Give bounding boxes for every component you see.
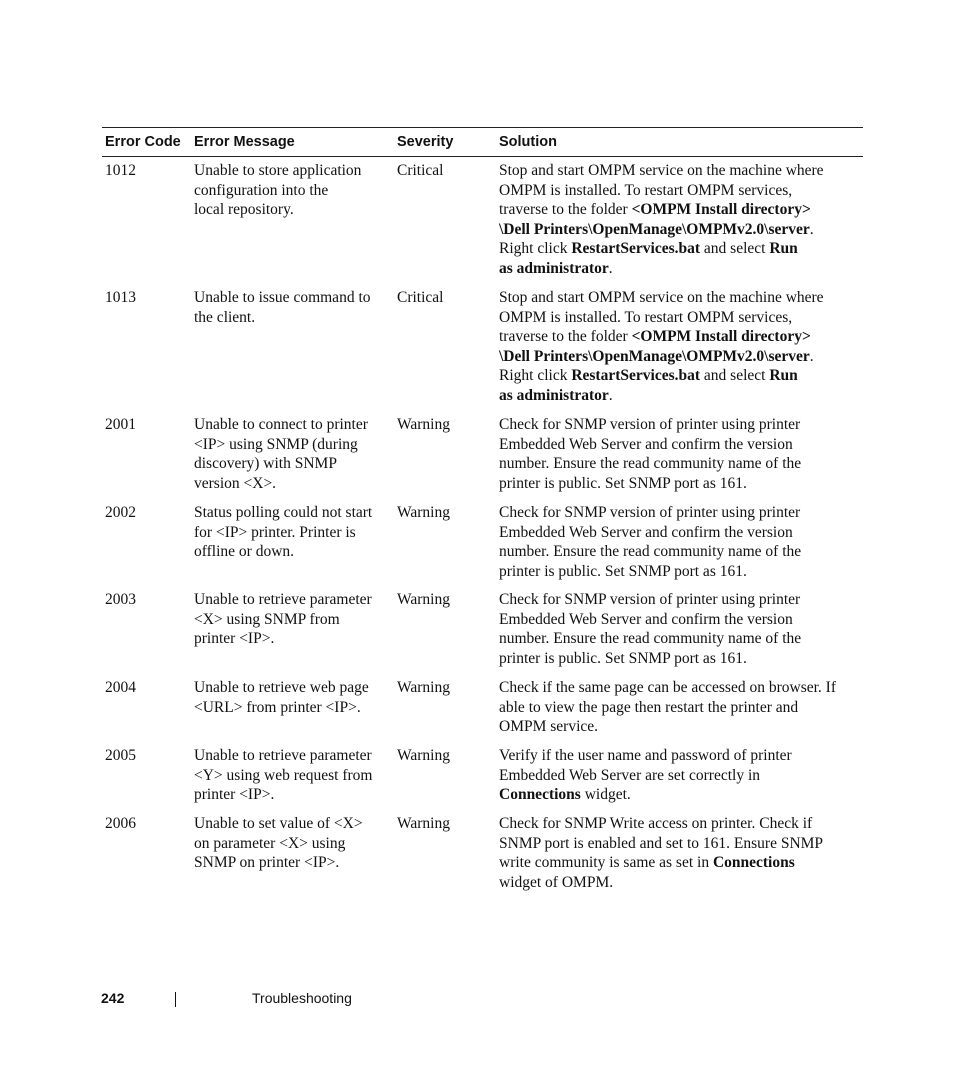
- solution-line: [499, 474, 863, 494]
- solution-text: Embedded Web Server and confirm the version: [499, 435, 793, 453]
- error-message-cell: [194, 415, 397, 493]
- solution-text: Right click: [499, 240, 572, 258]
- bold-term: \Dell Printers\OpenManage\OMPMv2.0\server: [499, 220, 810, 238]
- solution-cell: [499, 161, 863, 279]
- solution-cell: [499, 678, 863, 737]
- message-line: printer <IP>.: [194, 786, 275, 804]
- solution-line: [499, 649, 863, 669]
- section-title: Troubleshooting: [252, 990, 352, 1006]
- solution-cell: [499, 415, 863, 493]
- solution-text: printer is public. Set SNMP port as 161.: [499, 474, 747, 492]
- solution-line: [499, 200, 863, 220]
- solution-text: traverse to the folder: [499, 201, 632, 219]
- message-line: discovery) with SNMP: [194, 455, 337, 473]
- bold-term: Connections: [499, 786, 581, 804]
- solution-line: [499, 259, 863, 279]
- table-row: [102, 814, 863, 892]
- error-code-cell: 1012: [105, 162, 136, 179]
- error-message-cell: [194, 746, 397, 805]
- bold-term: \Dell Printers\OpenManage\OMPMv2.0\server: [499, 347, 810, 365]
- solution-text: number. Ensure the read community name of the: [499, 543, 802, 561]
- solution-text: write community is same as set in: [499, 854, 713, 872]
- message-line: Unable to store application: [194, 162, 362, 179]
- severity-cell: Warning: [397, 747, 450, 764]
- solution-line: [499, 308, 863, 328]
- bold-term: <OMPM Install directory>: [631, 201, 811, 219]
- solution-line: [499, 347, 863, 367]
- header-solution: Solution: [499, 134, 557, 150]
- solution-line: [499, 415, 863, 435]
- header-severity: Severity: [397, 134, 454, 150]
- message-line: <IP> using SNMP (during: [194, 435, 358, 453]
- solution-text: Check for SNMP version of printer using printer: [499, 416, 801, 433]
- solution-text: printer is public. Set SNMP port as 161.: [499, 562, 747, 580]
- severity-cell: Warning: [397, 591, 450, 608]
- solution-line: [499, 814, 863, 834]
- solution-text: printer is public. Set SNMP port as 161.: [499, 649, 747, 667]
- solution-line: [499, 629, 863, 649]
- message-line: the client.: [194, 308, 256, 326]
- message-line: version <X>.: [194, 474, 277, 492]
- solution-cell: [499, 590, 863, 668]
- solution-cell: [499, 288, 863, 406]
- table-row: [102, 288, 863, 406]
- table-row: [102, 161, 863, 279]
- solution-text: .: [809, 347, 814, 365]
- message-line: Unable to issue command to: [194, 289, 371, 306]
- error-message-cell: [194, 161, 397, 279]
- error-code-cell: 2003: [105, 591, 136, 608]
- solution-line: [499, 327, 863, 347]
- error-message-cell: [194, 503, 397, 581]
- solution-text: able to view the page then restart the printer and: [499, 698, 799, 716]
- bold-term: as administrator: [499, 386, 609, 404]
- solution-text: Check if the same page can be accessed on browser. If: [499, 679, 836, 696]
- solution-cell: [499, 746, 863, 805]
- error-message-cell: [194, 590, 397, 668]
- header-error-message: Error Message: [194, 134, 295, 150]
- solution-text: Stop and start OMPM service on the machine where: [499, 289, 824, 306]
- table-row: [102, 746, 863, 805]
- solution-text: number. Ensure the read community name of the: [499, 455, 802, 473]
- message-line: Unable to retrieve parameter: [194, 747, 372, 764]
- solution-text: Embedded Web Server and confirm the version: [499, 523, 793, 541]
- solution-cell: [499, 503, 863, 581]
- bold-term: RestartServices.bat: [571, 240, 701, 258]
- solution-line: [499, 366, 863, 386]
- solution-text: .: [608, 259, 613, 277]
- message-line: for <IP> printer. Printer is: [194, 523, 356, 541]
- page-footer: [0, 990, 954, 1010]
- footer-separator: [175, 992, 176, 1007]
- solution-text: and select: [700, 367, 770, 385]
- solution-line: [499, 610, 863, 630]
- header-error-code: Error Code: [105, 134, 181, 150]
- message-line: Unable to retrieve web page: [194, 679, 369, 696]
- error-code-cell: 2006: [105, 815, 136, 832]
- solution-line: [499, 161, 863, 181]
- solution-line: [499, 785, 863, 805]
- solution-line: [499, 766, 863, 786]
- message-line: printer <IP>.: [194, 630, 275, 648]
- solution-line: [499, 435, 863, 455]
- error-code-cell: 2001: [105, 416, 136, 433]
- message-line: local repository.: [194, 201, 294, 219]
- solution-text: Right click: [499, 367, 572, 385]
- solution-line: [499, 220, 863, 240]
- table-header-row: [102, 128, 863, 157]
- solution-text: and select: [700, 240, 770, 258]
- message-line: offline or down.: [194, 543, 295, 561]
- solution-text: OMPM is installed. To restart OMPM services,: [499, 181, 793, 199]
- solution-text: OMPM is installed. To restart OMPM services,: [499, 308, 793, 326]
- solution-line: [499, 523, 863, 543]
- solution-text: number. Ensure the read community name of the: [499, 630, 802, 648]
- bold-term: Run: [769, 240, 798, 258]
- message-line: Unable to set value of <X>: [194, 815, 363, 832]
- solution-line: [499, 503, 863, 523]
- message-line: Status polling could not start: [194, 504, 373, 521]
- solution-line: [499, 542, 863, 562]
- solution-line: [499, 698, 863, 718]
- message-line: <X> using SNMP from: [194, 610, 340, 628]
- message-line: configuration into the: [194, 181, 329, 199]
- solution-line: [499, 746, 863, 766]
- solution-line: [499, 239, 863, 259]
- error-code-cell: 1013: [105, 289, 136, 306]
- severity-cell: Critical: [397, 289, 444, 306]
- message-line: on parameter <X> using: [194, 834, 346, 852]
- solution-text: Stop and start OMPM service on the machine where: [499, 162, 824, 179]
- table-row: [102, 503, 863, 581]
- solution-text: widget of OMPM.: [499, 873, 614, 891]
- solution-text: OMPM service.: [499, 718, 599, 736]
- solution-text: widget.: [580, 786, 631, 804]
- error-code-table: [102, 127, 863, 891]
- error-message-cell: [194, 814, 397, 892]
- solution-text: Check for SNMP Write access on printer. Check if: [499, 815, 813, 832]
- solution-text: .: [608, 386, 613, 404]
- solution-line: [499, 834, 863, 854]
- error-message-cell: [194, 678, 397, 737]
- error-code-cell: 2002: [105, 504, 136, 521]
- bold-term: Run: [769, 367, 798, 385]
- message-line: <Y> using web request from: [194, 766, 373, 784]
- message-line: SNMP on printer <IP>.: [194, 854, 340, 872]
- message-line: <URL> from printer <IP>.: [194, 698, 361, 716]
- solution-line: [499, 873, 863, 893]
- solution-text: Embedded Web Server are set correctly in: [499, 766, 760, 784]
- error-code-cell: 2004: [105, 679, 136, 696]
- solution-text: Verify if the user name and password of printer: [499, 747, 792, 764]
- bold-term: <OMPM Install directory>: [631, 328, 811, 346]
- message-line: Unable to retrieve parameter: [194, 591, 372, 608]
- solution-line: [499, 288, 863, 308]
- solution-line: [499, 386, 863, 406]
- table-row: [102, 415, 863, 493]
- solution-text: SNMP port is enabled and set to 161. Ensure SNMP: [499, 834, 824, 852]
- severity-cell: Warning: [397, 504, 450, 521]
- severity-cell: Warning: [397, 815, 450, 832]
- solution-line: [499, 590, 863, 610]
- error-message-cell: [194, 288, 397, 406]
- solution-cell: [499, 814, 863, 892]
- severity-cell: Warning: [397, 679, 450, 696]
- error-code-cell: 2005: [105, 747, 136, 764]
- solution-text: Embedded Web Server and confirm the version: [499, 610, 793, 628]
- solution-text: Check for SNMP version of printer using printer: [499, 504, 801, 521]
- bold-term: Connections: [712, 854, 795, 872]
- bold-term: as administrator: [499, 259, 609, 277]
- table-row: [102, 678, 863, 737]
- solution-text: .: [809, 220, 814, 238]
- bold-term: RestartServices.bat: [571, 367, 701, 385]
- solution-line: [499, 454, 863, 474]
- severity-cell: Warning: [397, 416, 450, 433]
- table-row: [102, 590, 863, 668]
- message-line: Unable to connect to printer: [194, 416, 368, 433]
- severity-cell: Critical: [397, 162, 444, 179]
- solution-line: [499, 678, 863, 698]
- solution-line: [499, 562, 863, 582]
- page-number: 242: [101, 990, 125, 1006]
- solution-line: [499, 853, 863, 873]
- solution-line: [499, 717, 863, 737]
- solution-text: traverse to the folder: [499, 328, 632, 346]
- solution-line: [499, 181, 863, 201]
- solution-text: Check for SNMP version of printer using printer: [499, 591, 801, 608]
